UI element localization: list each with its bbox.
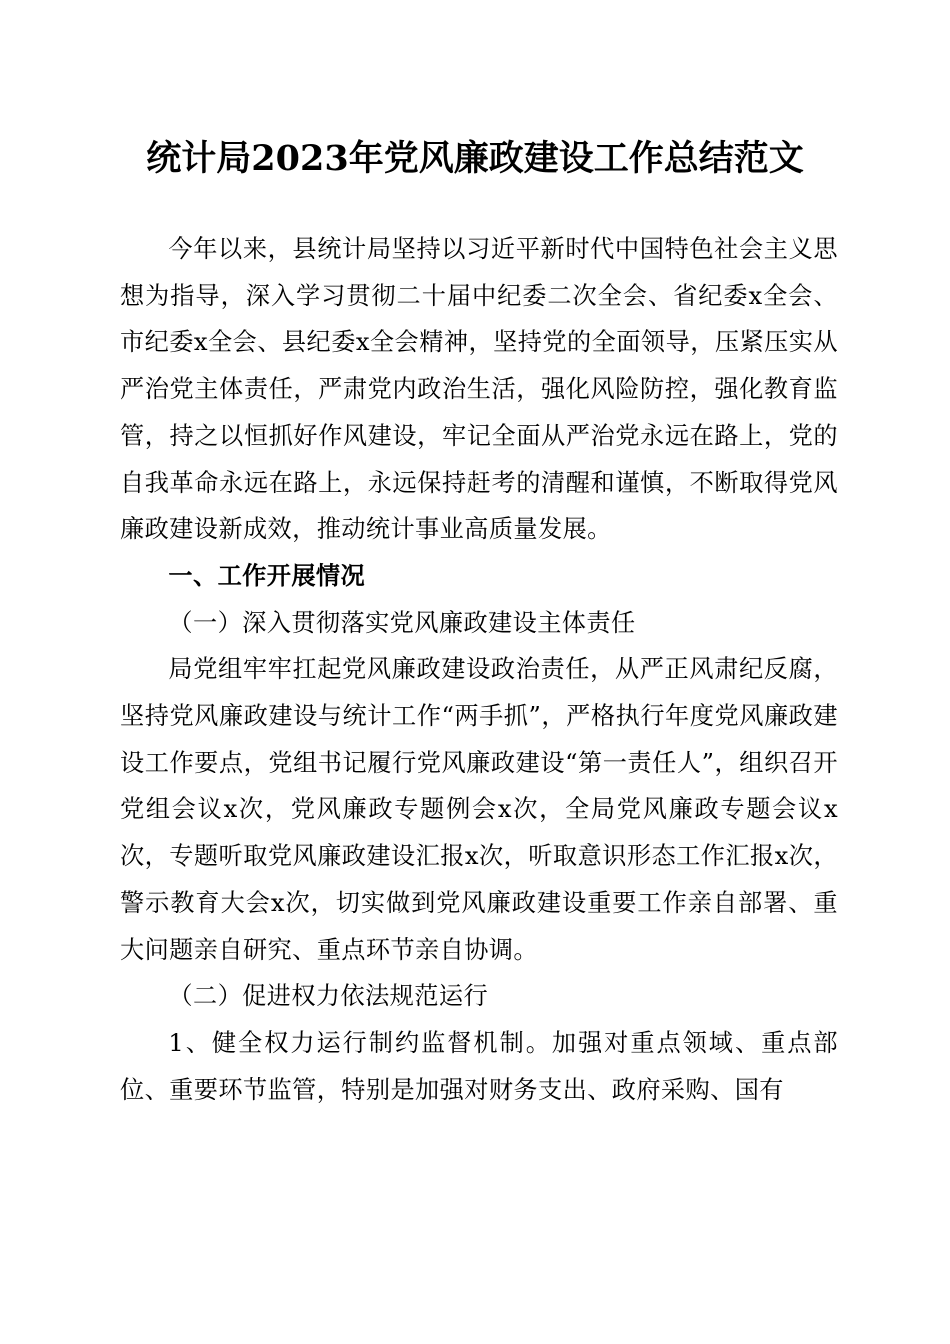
subsection-paragraph-2: 1、健全权力运行制约监督机制。加强对重点领域、重点部位、重要环节监管，特别是加强对财务支出、政府采购、国有: [120, 1028, 838, 1104]
section-heading-1: 一、工作开展情况: [168, 561, 366, 590]
subsection-heading-1: （一）深入贯彻落实党风廉政建设主体责任: [168, 608, 636, 637]
document-body: [120, 226, 838, 1113]
subsection-heading-2: （二）促进权力依法规范运行: [168, 982, 489, 1011]
subsection-paragraph-1: 局党组牢牢扛起党风廉政建设政治责任，从严正风肃纪反腐，坚持党风廉政建设与统计工作“两手抓”，严格执行年度党风廉政建设工作要点，党组书记履行党风廉政建设“第一责任人”，组织召开党组会议x次，党风廉政专题例会x次，全局党风廉政专题会议x次，专题听取党风廉政建设汇报x次，听取意识形态工作汇报x次，警示教育大会x次，切实做到党风廉政建设重要工作亲自部署、重大问题亲自研究、重点环节亲自协调。: [120, 655, 838, 964]
intro-paragraph: 今年以来，县统计局坚持以习近平新时代中国特色社会主义思想为指导，深入学习贯彻二十届中纪委二次全会、省纪委x全会、市纪委x全会、县纪委x全会精神，坚持党的全面领导，压紧压实从严治党主体责任，严肃党内政治生活，强化风险防控，强化教育监管，持之以恒抓好作风建设，牢记全面从严治党永远在路上，党的自我革命永远在路上，永远保持赶考的清醒和谨慎，不断取得党风廉政建设新成效，推动统计事业高质量发展。: [120, 235, 838, 544]
document-title: 统计局2023年党风廉政建设工作总结范文: [146, 138, 804, 179]
